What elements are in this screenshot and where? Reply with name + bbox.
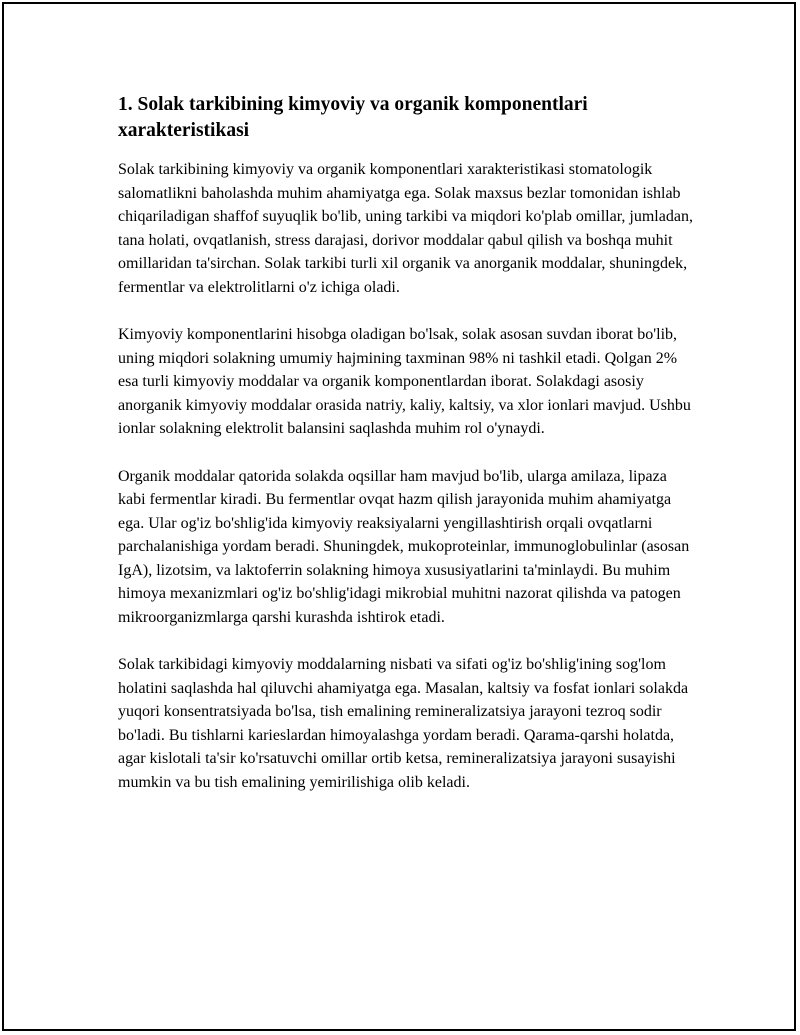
document-body [118,92,698,818]
section-heading: 1. Solak tarkibining kimyoviy va organik komponentlari xarakteristikasi [118,94,588,141]
paragraph-1: Solak tarkibining kimyoviy va organik komponentlari xarakteristikasi stomatologik salomatlikni baholashda muhim ahamiyatga ega. Solak maxsus bezlar tomonidan ishlab chiqariladigan shaffof suyuqlik bo'lib, uning tarkibi va miqdori ko'plab omillar, jumladan, tana holati, ovqatlanish, stress darajasi, dorivor moddalar qabul qilish va boshqa muhit omillaridan ta'sirchan. Solak tarkibi turli xil organik va anorganik moddalar, shuningdek, fermentlar va elektrolitlarni o'z ichiga oladi. [118,161,693,296]
paragraph-3: Organik moddalar qatorida solakda oqsillar ham mavjud bo'lib, ularga amilaza, lipaza kabi fermentlar kiradi. Bu fermentlar ovqat hazm qilish jarayonida muhim ahamiyatga ega. Ular og'iz bo'shlig'ida kimyoviy reaksiyalarni yengillashtirish orqali ovqatlarni parchalanishiga yordam beradi. Shuningdek, mukoproteinlar, immunoglobulinlar (asosan IgA), lizotsim, va laktoferrin solakning himoya xususiyatlarini ta'minlaydi. Bu muhim himoya mexanizmlari og'iz bo'shlig'idagi mikrobial muhitni nazorat qilishda va patogen mikroorganizmlarga qarshi kurashda ishtirok etadi. [118,467,690,626]
paragraph-4: Solak tarkibidagi kimyoviy moddalarning nisbati va sifati og'iz bo'shlig'ining sog'lom holatini saqlashda hal qiluvchi ahamiyatga ega. Masalan, kaltsiy va fosfat ionlari solakda yuqori konsentratsiyada bo'lsa, tish emalining remineralizatsiya jarayoni tezroq sodir bo'ladi. Bu tishlarni karieslardan himoyalashga yordam beradi. Qarama-qarshi holatda, agar kislotali ta'sir ko'rsatuvchi omillar ortib ketsa, remineralizatsiya jarayoni susayishi mumkin va bu tish emalining yemirilishiga olib keladi. [118,656,689,791]
paragraph-2: Kimyoviy komponentlarini hisobga oladigan bo'lsak, solak asosan suvdan iborat bo'lib, uning miqdori solakning umumiy hajmining taxminan 98% ni tashkil etadi. Qolgan 2% esa turli kimyoviy moddalar va organik komponentlardan iborat. Solakdagi asosiy anorganik kimyoviy moddalar orasida natriy, kaliy, kaltsiy, va xlor ionlari mavjud. Ushbu ionlar solakning elektrolit balansini saqlashda muhim rol o'ynaydi. [118,326,691,437]
